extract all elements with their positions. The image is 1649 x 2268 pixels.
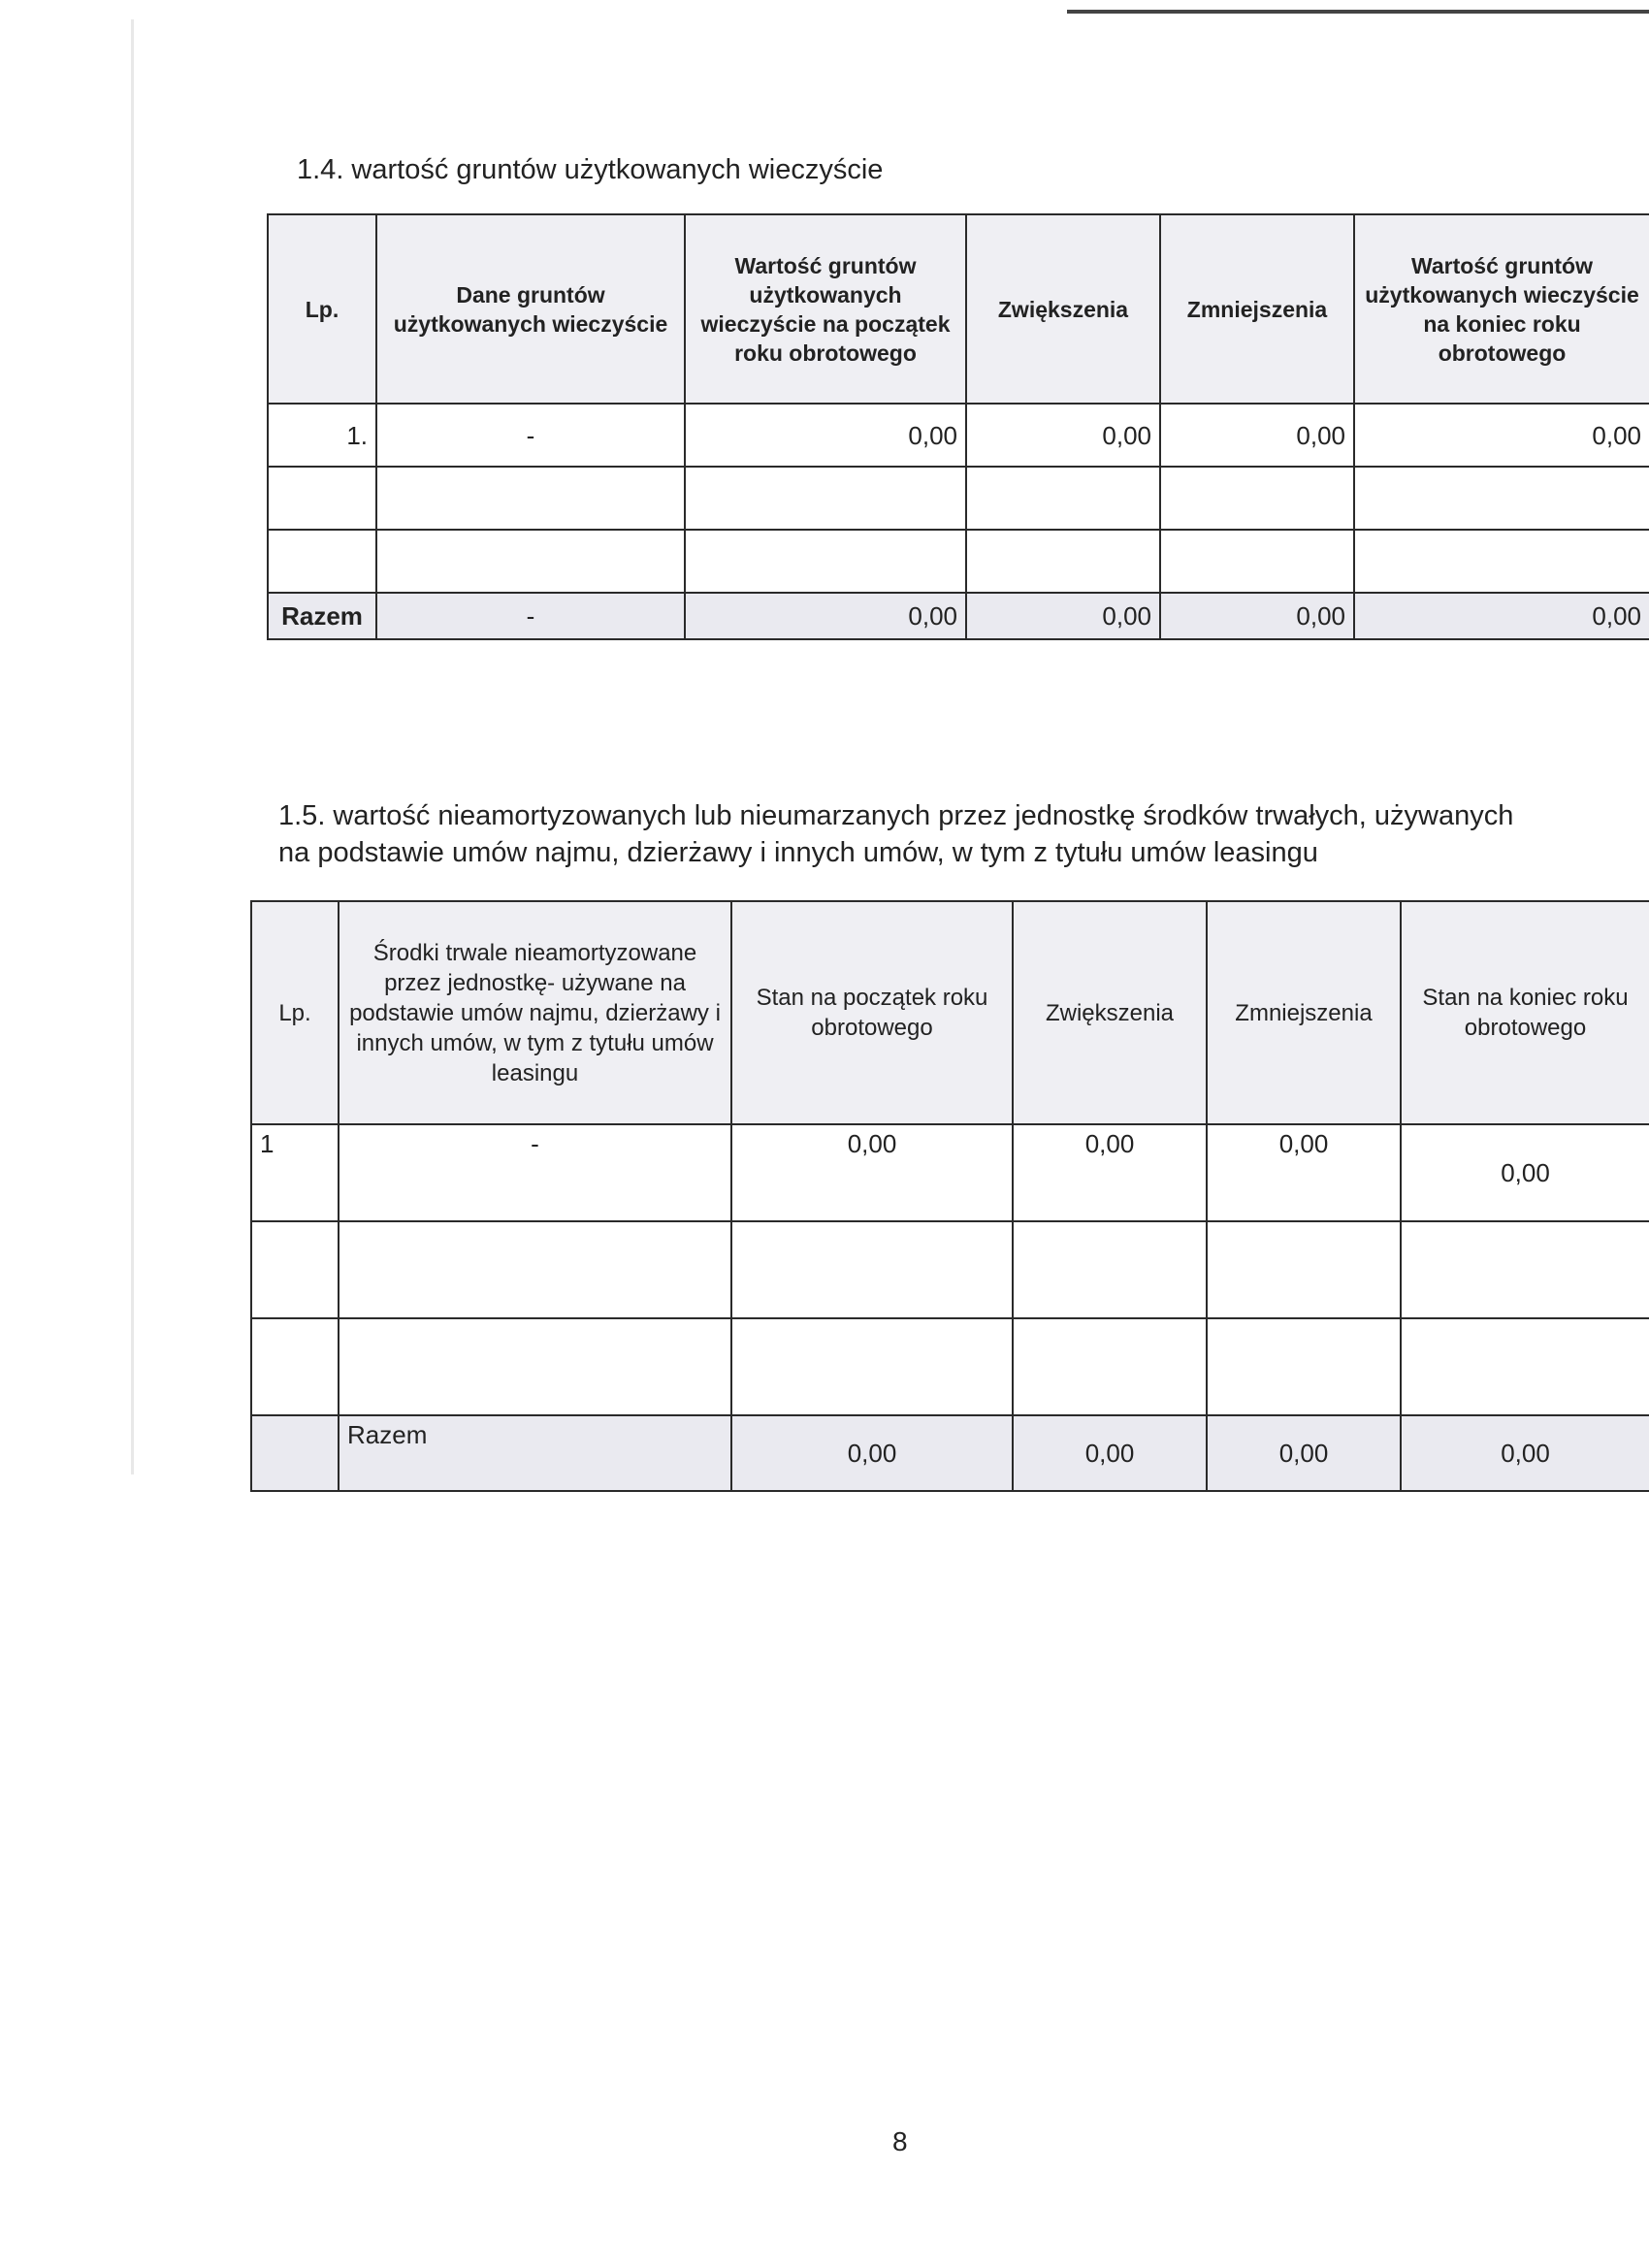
table-row xyxy=(268,404,1649,467)
empty-cell xyxy=(251,1318,339,1415)
table-header-row xyxy=(251,901,1649,1124)
empty-cell xyxy=(1401,1318,1649,1415)
table-row-empty xyxy=(251,1318,1649,1415)
table-header-row xyxy=(268,214,1649,404)
empty-cell xyxy=(1354,530,1649,593)
section-title-1-4: 1.4. wartość gruntów użytkowanych wieczyście xyxy=(297,154,884,185)
header-start-balance: Stan na początek roku obrotowego xyxy=(731,901,1013,1124)
total-start-value: 0,00 xyxy=(685,593,966,639)
total-lp-empty xyxy=(251,1415,339,1491)
empty-cell xyxy=(1013,1221,1207,1318)
table-row-empty xyxy=(268,467,1649,530)
table-total-row xyxy=(251,1415,1649,1491)
empty-cell xyxy=(339,1318,731,1415)
total-description: - xyxy=(376,593,685,639)
total-decrease: 0,00 xyxy=(1160,593,1354,639)
empty-cell xyxy=(966,530,1160,593)
header-land-data: Dane gruntów użytkowanych wieczyście xyxy=(376,214,685,404)
section-title-1-5: 1.5. wartość nieamortyzowanych lub nieumarzanych przez jednostkę środków trwałych, używanych na podstawie umów najmu, dzierżawy i innych umów, w tym z tytułu umów leasingu xyxy=(278,800,1514,868)
row-start-balance: 0,00 xyxy=(731,1124,1013,1221)
scan-edge-shadow-top xyxy=(1067,10,1649,14)
header-increase: Zwiększenia xyxy=(1013,901,1207,1124)
empty-cell xyxy=(731,1221,1013,1318)
row-description: - xyxy=(339,1124,731,1221)
header-end-balance: Stan na koniec roku obrotowego xyxy=(1401,901,1649,1124)
empty-cell xyxy=(685,530,966,593)
row-increase: 0,00 xyxy=(1013,1124,1207,1221)
row-lp: 1. xyxy=(268,404,376,467)
empty-cell xyxy=(1160,467,1354,530)
header-fixed-assets: Środki trwale nieamortyzowane przez jednostkę- używane na podstawie umów najmu, dzierżawy i innych umów, w tym z tytułu umów leasingu xyxy=(339,901,731,1124)
empty-cell xyxy=(1401,1221,1649,1318)
empty-cell xyxy=(1207,1221,1401,1318)
total-decrease: 0,00 xyxy=(1207,1415,1401,1491)
empty-cell xyxy=(376,467,685,530)
scan-edge-shadow-left xyxy=(131,19,134,1474)
total-end-balance: 0,00 xyxy=(1401,1415,1649,1491)
row-end-balance: 0,00 xyxy=(1401,1124,1649,1221)
table-row-empty xyxy=(251,1221,1649,1318)
header-decrease: Zmniejszenia xyxy=(1207,901,1401,1124)
empty-cell xyxy=(731,1318,1013,1415)
row-description: - xyxy=(376,404,685,467)
empty-cell xyxy=(251,1221,339,1318)
empty-cell xyxy=(268,530,376,593)
empty-cell xyxy=(1207,1318,1401,1415)
row-end-value: 0,00 xyxy=(1354,404,1649,467)
header-lp: Lp. xyxy=(251,901,339,1124)
total-label: Razem xyxy=(339,1415,731,1491)
empty-cell xyxy=(966,467,1160,530)
total-label: Razem xyxy=(268,593,376,639)
empty-cell xyxy=(268,467,376,530)
header-end-value: Wartość gruntów użytkowanych wieczyście na koniec roku obrotowego xyxy=(1354,214,1649,404)
empty-cell xyxy=(339,1221,731,1318)
row-increase: 0,00 xyxy=(966,404,1160,467)
table-row-empty xyxy=(268,530,1649,593)
table-row xyxy=(251,1124,1649,1221)
empty-cell xyxy=(685,467,966,530)
header-lp: Lp. xyxy=(268,214,376,404)
row-start-value: 0,00 xyxy=(685,404,966,467)
row-decrease: 0,00 xyxy=(1207,1124,1401,1221)
empty-cell xyxy=(1160,530,1354,593)
empty-cell xyxy=(376,530,685,593)
row-decrease: 0,00 xyxy=(1160,404,1354,467)
header-decrease: Zmniejszenia xyxy=(1160,214,1354,404)
header-start-value: Wartość gruntów użytkowanych wieczyście na początek roku obrotowego xyxy=(685,214,966,404)
empty-cell xyxy=(1013,1318,1207,1415)
table-leased-fixed-assets xyxy=(250,900,1649,1492)
total-increase: 0,00 xyxy=(1013,1415,1207,1491)
header-increase: Zwiększenia xyxy=(966,214,1160,404)
table-total-row xyxy=(268,593,1649,639)
empty-cell xyxy=(1354,467,1649,530)
total-increase: 0,00 xyxy=(966,593,1160,639)
table-perpetual-usufruct-land xyxy=(267,213,1649,640)
total-start-balance: 0,00 xyxy=(731,1415,1013,1491)
page-number: 8 xyxy=(892,2126,908,2156)
total-end-value: 0,00 xyxy=(1354,593,1649,639)
row-lp: 1 xyxy=(251,1124,339,1221)
